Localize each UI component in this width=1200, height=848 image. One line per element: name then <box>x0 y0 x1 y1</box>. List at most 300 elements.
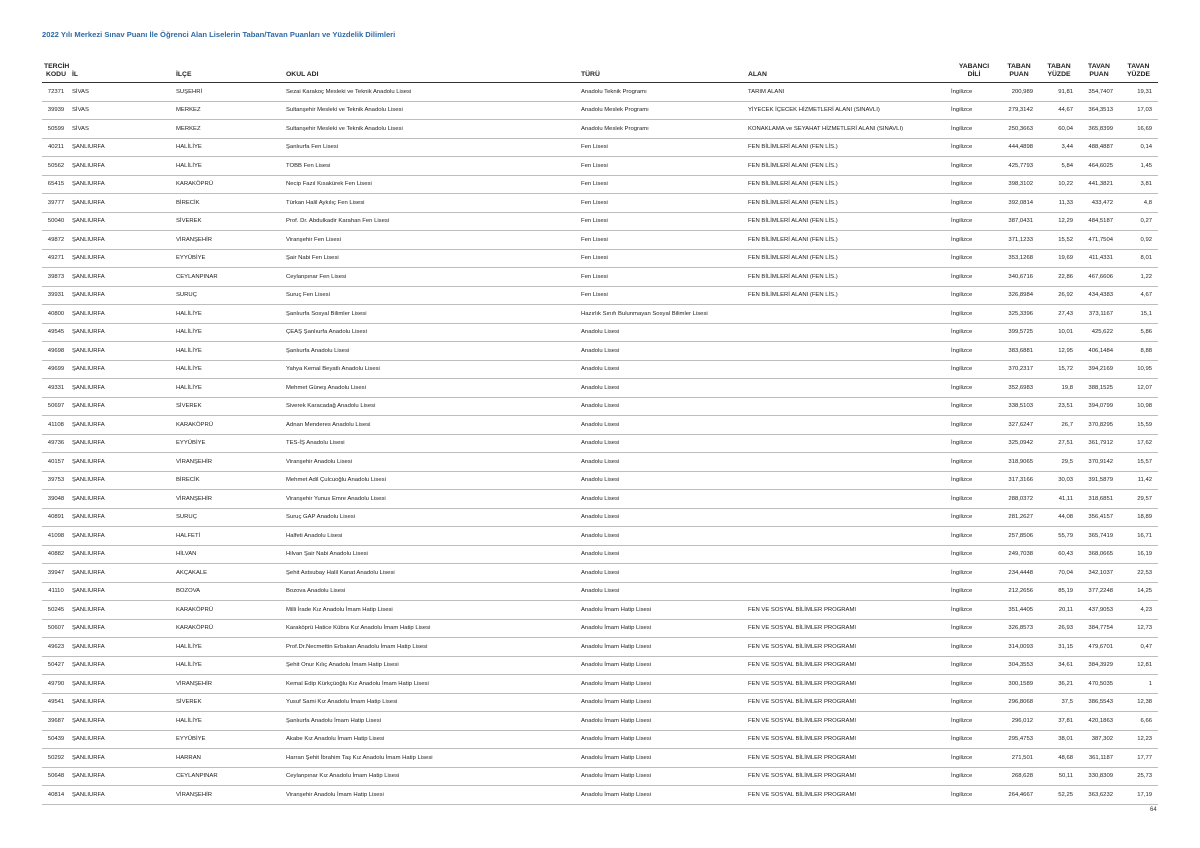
kodu-cell: 39048 <box>42 490 70 509</box>
kodu-cell: 72371 <box>42 83 70 102</box>
yabanci-dili-cell: İngilizce <box>949 786 999 805</box>
tavan-puan-cell: 386,5543 <box>1079 693 1119 712</box>
alan-cell <box>746 397 949 416</box>
taban-yuzde-cell: 19,69 <box>1039 249 1079 268</box>
okul-adi-cell: Siverek Karacadağ Anadolu Lisesi <box>284 397 579 416</box>
alan-cell <box>746 305 949 324</box>
il-cell: ŞANLIURFA <box>70 138 174 157</box>
kodu-cell: 65415 <box>42 175 70 194</box>
ilce-cell: MERKEZ <box>174 120 284 139</box>
table-row <box>42 138 1158 157</box>
okul-adi-cell: Yusuf Sami Kız Anadolu İmam Hatip Lisesi <box>284 693 579 712</box>
table-row <box>42 749 1158 768</box>
tavan-yuzde-cell: 15,59 <box>1119 416 1158 435</box>
il-cell: ŞANLIURFA <box>70 212 174 231</box>
table-row <box>42 601 1158 620</box>
table-row <box>42 619 1158 638</box>
taban-puan-cell: 268,628 <box>999 767 1039 786</box>
table-row <box>42 508 1158 527</box>
taban-yuzde-cell: 27,43 <box>1039 305 1079 324</box>
tavan-yuzde-cell: 1,45 <box>1119 157 1158 176</box>
il-cell: SİVAS <box>70 101 174 120</box>
alan-cell <box>746 527 949 546</box>
okul-adi-cell: Türkan Halil Aykılıç Fen Lisesi <box>284 194 579 213</box>
tavan-yuzde-cell: 12,73 <box>1119 619 1158 638</box>
ilce-cell: BOZOVA <box>174 582 284 601</box>
kodu-cell: 40814 <box>42 786 70 805</box>
alan-cell: FEN VE SOSYAL BİLİMLER PROGRAMI <box>746 638 949 657</box>
alan-cell: FEN VE SOSYAL BİLİMLER PROGRAMI <box>746 619 949 638</box>
col-header-ilce: İLÇE <box>174 56 284 83</box>
tavan-yuzde-cell: 29,57 <box>1119 490 1158 509</box>
tavan-puan-cell: 373,1167 <box>1079 305 1119 324</box>
tavan-yuzde-cell: 6,66 <box>1119 712 1158 731</box>
ilce-cell: HALİLİYE <box>174 656 284 675</box>
tavan-puan-cell: 384,7754 <box>1079 619 1119 638</box>
kodu-cell: 50562 <box>42 157 70 176</box>
il-cell: ŞANLIURFA <box>70 194 174 213</box>
tavan-puan-cell: 354,7407 <box>1079 83 1119 102</box>
tavan-puan-cell: 370,9142 <box>1079 453 1119 472</box>
tavan-puan-cell: 441,3821 <box>1079 175 1119 194</box>
turu-cell: Anadolu Lisesi <box>579 434 746 453</box>
taban-yuzde-cell: 10,01 <box>1039 323 1079 342</box>
il-cell: ŞANLIURFA <box>70 434 174 453</box>
okul-adi-cell: Viranşehir Anadolu Lisesi <box>284 453 579 472</box>
turu-cell: Anadolu Lisesi <box>579 508 746 527</box>
taban-puan-cell: 234,4448 <box>999 564 1039 583</box>
ilce-cell: HALİLİYE <box>174 323 284 342</box>
tavan-yuzde-cell: 0,92 <box>1119 231 1158 250</box>
alan-cell <box>746 582 949 601</box>
okul-adi-cell: Necip Fazıl Kısakürek Fen Lisesi <box>284 175 579 194</box>
ilce-cell: EYYÜBİYE <box>174 434 284 453</box>
table-row <box>42 656 1158 675</box>
kodu-cell: 49623 <box>42 638 70 657</box>
taban-yuzde-cell: 31,15 <box>1039 638 1079 657</box>
kodu-cell: 40891 <box>42 508 70 527</box>
ilce-cell: SİVEREK <box>174 212 284 231</box>
tavan-yuzde-cell: 15,57 <box>1119 453 1158 472</box>
taban-puan-cell: 304,3553 <box>999 656 1039 675</box>
il-cell: ŞANLIURFA <box>70 619 174 638</box>
il-cell: ŞANLIURFA <box>70 397 174 416</box>
turu-cell: Anadolu Lisesi <box>579 323 746 342</box>
taban-puan-cell: 288,0372 <box>999 490 1039 509</box>
alan-cell: KONAKLAMA ve SEYAHAT HİZMETLERİ ALANI (SINAVLI) <box>746 120 949 139</box>
alan-cell: FEN BİLİMLERİ ALANI (FEN LİS.) <box>746 231 949 250</box>
taban-yuzde-cell: 11,33 <box>1039 194 1079 213</box>
okul-adi-cell: Prof.Dr.Necmettin Erbakan Anadolu İmam Hatip Lisesi <box>284 638 579 657</box>
taban-yuzde-cell: 29,5 <box>1039 453 1079 472</box>
turu-cell: Anadolu Lisesi <box>579 471 746 490</box>
tavan-yuzde-cell: 15,1 <box>1119 305 1158 324</box>
ilce-cell: VİRANŞEHİR <box>174 231 284 250</box>
okul-adi-cell: Şehit Onur Kılıç Anadolu İmam Hatip Lisesi <box>284 656 579 675</box>
taban-puan-cell: 279,3142 <box>999 101 1039 120</box>
yabanci-dili-cell: İngilizce <box>949 416 999 435</box>
il-cell: ŞANLIURFA <box>70 360 174 379</box>
tavan-yuzde-cell: 16,71 <box>1119 527 1158 546</box>
tavan-puan-cell: 464,6025 <box>1079 157 1119 176</box>
il-cell: ŞANLIURFA <box>70 416 174 435</box>
yabanci-dili-cell: İngilizce <box>949 767 999 786</box>
tavan-yuzde-cell: 25,73 <box>1119 767 1158 786</box>
ilce-cell: EYYÜBİYE <box>174 730 284 749</box>
kodu-cell: 50697 <box>42 397 70 416</box>
yabanci-dili-cell: İngilizce <box>949 286 999 305</box>
turu-cell: Anadolu İmam Hatip Lisesi <box>579 693 746 712</box>
il-cell: ŞANLIURFA <box>70 286 174 305</box>
tavan-puan-cell: 471,7504 <box>1079 231 1119 250</box>
ilce-cell: SİVEREK <box>174 693 284 712</box>
yabanci-dili-cell: İngilizce <box>949 342 999 361</box>
taban-yuzde-cell: 3,44 <box>1039 138 1079 157</box>
okul-adi-cell: Mehmet Adil Çulcuoğlu Anadolu Lisesi <box>284 471 579 490</box>
okul-adi-cell: Suruç GAP Anadolu Lisesi <box>284 508 579 527</box>
ilce-cell: HALİLİYE <box>174 638 284 657</box>
il-cell: ŞANLIURFA <box>70 379 174 398</box>
ilce-cell: CEYLANPINAR <box>174 268 284 287</box>
okul-adi-cell: Viranşehir Yunus Emre Anadolu Lisesi <box>284 490 579 509</box>
ilce-cell: SUŞEHRİ <box>174 83 284 102</box>
okul-adi-cell: Şanlıurfa Anadolu Lisesi <box>284 342 579 361</box>
yabanci-dili-cell: İngilizce <box>949 305 999 324</box>
tavan-puan-cell: 330,8309 <box>1079 767 1119 786</box>
tavan-yuzde-cell: 12,38 <box>1119 693 1158 712</box>
taban-yuzde-cell: 34,61 <box>1039 656 1079 675</box>
tavan-puan-cell: 406,1484 <box>1079 342 1119 361</box>
taban-puan-cell: 371,1233 <box>999 231 1039 250</box>
il-cell: ŞANLIURFA <box>70 175 174 194</box>
okul-adi-cell: Hilvan Şair Nabi Anadolu Lisesi <box>284 545 579 564</box>
il-cell: SİVAS <box>70 83 174 102</box>
kodu-cell: 50607 <box>42 619 70 638</box>
taban-puan-cell: 352,6983 <box>999 379 1039 398</box>
kodu-cell: 50599 <box>42 120 70 139</box>
yabanci-dili-cell: İngilizce <box>949 564 999 583</box>
table-row <box>42 582 1158 601</box>
okul-adi-cell: ÇEAŞ Şanlıurfa Anadolu Lisesi <box>284 323 579 342</box>
turu-cell: Fen Lisesi <box>579 175 746 194</box>
il-cell: ŞANLIURFA <box>70 712 174 731</box>
taban-yuzde-cell: 37,5 <box>1039 693 1079 712</box>
kodu-cell: 49545 <box>42 323 70 342</box>
ilce-cell: HALİLİYE <box>174 360 284 379</box>
taban-yuzde-cell: 60,43 <box>1039 545 1079 564</box>
turu-cell: Anadolu İmam Hatip Lisesi <box>579 767 746 786</box>
kodu-cell: 40800 <box>42 305 70 324</box>
table-row <box>42 157 1158 176</box>
ilce-cell: HALİLİYE <box>174 305 284 324</box>
taban-puan-cell: 314,0093 <box>999 638 1039 657</box>
turu-cell: Hazırlık Sınıfı Bulunmayan Sosyal Bilimler Lisesi <box>579 305 746 324</box>
il-cell: ŞANLIURFA <box>70 786 174 805</box>
tavan-yuzde-cell: 17,62 <box>1119 434 1158 453</box>
okul-adi-cell: Adnan Menderes Anadolu Lisesi <box>284 416 579 435</box>
yabanci-dili-cell: İngilizce <box>949 730 999 749</box>
yabanci-dili-cell: İngilizce <box>949 175 999 194</box>
taban-yuzde-cell: 15,52 <box>1039 231 1079 250</box>
il-cell: ŞANLIURFA <box>70 749 174 768</box>
il-cell: ŞANLIURFA <box>70 638 174 657</box>
okul-adi-cell: Şanlıurfa Fen Lisesi <box>284 138 579 157</box>
yabanci-dili-cell: İngilizce <box>949 434 999 453</box>
taban-yuzde-cell: 91,81 <box>1039 83 1079 102</box>
tavan-yuzde-cell: 14,25 <box>1119 582 1158 601</box>
taban-yuzde-cell: 22,86 <box>1039 268 1079 287</box>
table-row <box>42 638 1158 657</box>
il-cell: ŞANLIURFA <box>70 508 174 527</box>
alan-cell: FEN VE SOSYAL BİLİMLER PROGRAMI <box>746 749 949 768</box>
table-row <box>42 360 1158 379</box>
taban-puan-cell: 325,3396 <box>999 305 1039 324</box>
tavan-yuzde-cell: 4,23 <box>1119 601 1158 620</box>
il-cell: ŞANLIURFA <box>70 656 174 675</box>
kodu-cell: 49698 <box>42 342 70 361</box>
alan-cell <box>746 323 949 342</box>
ilce-cell: SURUÇ <box>174 286 284 305</box>
alan-cell: FEN BİLİMLERİ ALANI (FEN LİS.) <box>746 157 949 176</box>
alan-cell: FEN BİLİMLERİ ALANI (FEN LİS.) <box>746 212 949 231</box>
turu-cell: Fen Lisesi <box>579 194 746 213</box>
okul-adi-cell: Suruç Fen Lisesi <box>284 286 579 305</box>
tavan-puan-cell: 318,6851 <box>1079 490 1119 509</box>
ilce-cell: SURUÇ <box>174 508 284 527</box>
taban-yuzde-cell: 26,93 <box>1039 619 1079 638</box>
il-cell: ŞANLIURFA <box>70 471 174 490</box>
table-row <box>42 545 1158 564</box>
ilce-cell: MERKEZ <box>174 101 284 120</box>
ilce-cell: HALİLİYE <box>174 379 284 398</box>
tavan-puan-cell: 479,6701 <box>1079 638 1119 657</box>
okul-adi-cell: Sultanşehir Mesleki ve Teknik Anadolu Lisesi <box>284 101 579 120</box>
turu-cell: Anadolu Meslek Programı <box>579 101 746 120</box>
okul-adi-cell: Halfeti Anadolu Lisesi <box>284 527 579 546</box>
il-cell: ŞANLIURFA <box>70 249 174 268</box>
kodu-cell: 41110 <box>42 582 70 601</box>
tavan-yuzde-cell: 10,95 <box>1119 360 1158 379</box>
table-row <box>42 83 1158 102</box>
taban-yuzde-cell: 12,95 <box>1039 342 1079 361</box>
kodu-cell: 41098 <box>42 527 70 546</box>
tavan-yuzde-cell: 4,8 <box>1119 194 1158 213</box>
turu-cell: Anadolu İmam Hatip Lisesi <box>579 619 746 638</box>
taban-yuzde-cell: 48,68 <box>1039 749 1079 768</box>
table-row <box>42 490 1158 509</box>
table-row <box>42 323 1158 342</box>
il-cell: ŞANLIURFA <box>70 342 174 361</box>
taban-yuzde-cell: 44,67 <box>1039 101 1079 120</box>
ilce-cell: VİRANŞEHİR <box>174 675 284 694</box>
turu-cell: Anadolu İmam Hatip Lisesi <box>579 786 746 805</box>
turu-cell: Anadolu Lisesi <box>579 582 746 601</box>
ilce-cell: VİRANŞEHİR <box>174 453 284 472</box>
ilce-cell: HİLVAN <box>174 545 284 564</box>
taban-yuzde-cell: 36,21 <box>1039 675 1079 694</box>
ilce-cell: EYYÜBİYE <box>174 249 284 268</box>
yabanci-dili-cell: İngilizce <box>949 360 999 379</box>
alan-cell <box>746 490 949 509</box>
yabanci-dili-cell: İngilizce <box>949 712 999 731</box>
alan-cell <box>746 453 949 472</box>
ilce-cell: KARAKÖPRÜ <box>174 619 284 638</box>
okul-adi-cell: Sezai Karakoç Mesleki ve Teknik Anadolu Lisesi <box>284 83 579 102</box>
il-cell: ŞANLIURFA <box>70 305 174 324</box>
ilce-cell: AKÇAKALE <box>174 564 284 583</box>
yabanci-dili-cell: İngilizce <box>949 231 999 250</box>
tavan-puan-cell: 425,622 <box>1079 323 1119 342</box>
tavan-yuzde-cell: 17,03 <box>1119 101 1158 120</box>
taban-yuzde-cell: 12,29 <box>1039 212 1079 231</box>
yabanci-dili-cell: İngilizce <box>949 582 999 601</box>
tavan-puan-cell: 388,1525 <box>1079 379 1119 398</box>
ilce-cell: KARAKÖPRÜ <box>174 175 284 194</box>
taban-puan-cell: 383,6881 <box>999 342 1039 361</box>
tavan-puan-cell: 363,6232 <box>1079 786 1119 805</box>
okul-adi-cell: Viranşehir Anadolu İmam Hatip Lisesi <box>284 786 579 805</box>
okul-adi-cell: TOBB Fen Lisesi <box>284 157 579 176</box>
okul-adi-cell: Prof. Dr. Abdulkadir Karahan Fen Lisesi <box>284 212 579 231</box>
alan-cell <box>746 379 949 398</box>
table-row <box>42 453 1158 472</box>
taban-puan-cell: 444,4898 <box>999 138 1039 157</box>
tavan-puan-cell: 377,2248 <box>1079 582 1119 601</box>
turu-cell: Fen Lisesi <box>579 157 746 176</box>
ilce-cell: HALİLİYE <box>174 157 284 176</box>
turu-cell: Anadolu Lisesi <box>579 416 746 435</box>
tavan-puan-cell: 394,2169 <box>1079 360 1119 379</box>
ilce-cell: HALİLİYE <box>174 342 284 361</box>
yabanci-dili-cell: İngilizce <box>949 379 999 398</box>
alan-cell: FEN BİLİMLERİ ALANI (FEN LİS.) <box>746 194 949 213</box>
tavan-puan-cell: 361,7912 <box>1079 434 1119 453</box>
tavan-puan-cell: 394,0799 <box>1079 397 1119 416</box>
ilce-cell: CEYLANPINAR <box>174 767 284 786</box>
tavan-puan-cell: 384,3929 <box>1079 656 1119 675</box>
kodu-cell: 50040 <box>42 212 70 231</box>
table-row <box>42 249 1158 268</box>
turu-cell: Fen Lisesi <box>579 138 746 157</box>
taban-puan-cell: 327,6247 <box>999 416 1039 435</box>
taban-yuzde-cell: 44,08 <box>1039 508 1079 527</box>
yabanci-dili-cell: İngilizce <box>949 101 999 120</box>
alan-cell <box>746 545 949 564</box>
taban-yuzde-cell: 23,51 <box>1039 397 1079 416</box>
tavan-puan-cell: 364,3513 <box>1079 101 1119 120</box>
table-row <box>42 730 1158 749</box>
tavan-puan-cell: 470,5035 <box>1079 675 1119 694</box>
taban-yuzde-cell: 5,84 <box>1039 157 1079 176</box>
okul-adi-cell: Ceylanpınar Kız Anadolu İmam Hatip Lisesi <box>284 767 579 786</box>
taban-puan-cell: 264,4667 <box>999 786 1039 805</box>
taban-yuzde-cell: 37,81 <box>1039 712 1079 731</box>
turu-cell: Anadolu İmam Hatip Lisesi <box>579 749 746 768</box>
taban-yuzde-cell: 15,72 <box>1039 360 1079 379</box>
taban-puan-cell: 325,0942 <box>999 434 1039 453</box>
table-row <box>42 101 1158 120</box>
yabanci-dili-cell: İngilizce <box>949 601 999 620</box>
table-row <box>42 434 1158 453</box>
tavan-yuzde-cell: 8,88 <box>1119 342 1158 361</box>
taban-puan-cell: 387,0431 <box>999 212 1039 231</box>
yabanci-dili-cell: İngilizce <box>949 120 999 139</box>
ilce-cell: HALİLİYE <box>174 138 284 157</box>
yabanci-dili-cell: İngilizce <box>949 656 999 675</box>
il-cell: ŞANLIURFA <box>70 490 174 509</box>
turu-cell: Anadolu Lisesi <box>579 360 746 379</box>
kodu-cell: 49699 <box>42 360 70 379</box>
il-cell: ŞANLIURFA <box>70 767 174 786</box>
taban-yuzde-cell: 30,03 <box>1039 471 1079 490</box>
kodu-cell: 39873 <box>42 268 70 287</box>
table-row <box>42 194 1158 213</box>
turu-cell: Anadolu İmam Hatip Lisesi <box>579 675 746 694</box>
taban-puan-cell: 398,3102 <box>999 175 1039 194</box>
tavan-puan-cell: 365,7419 <box>1079 527 1119 546</box>
il-cell: ŞANLIURFA <box>70 157 174 176</box>
yabanci-dili-cell: İngilizce <box>949 471 999 490</box>
table-row <box>42 342 1158 361</box>
okul-adi-cell: Yahya Kemal Beyatlı Anadolu Lisesi <box>284 360 579 379</box>
tavan-puan-cell: 420,1863 <box>1079 712 1119 731</box>
tavan-yuzde-cell: 22,53 <box>1119 564 1158 583</box>
alan-cell <box>746 471 949 490</box>
taban-puan-cell: 353,1268 <box>999 249 1039 268</box>
turu-cell: Anadolu Lisesi <box>579 379 746 398</box>
alan-cell <box>746 416 949 435</box>
taban-puan-cell: 295,4753 <box>999 730 1039 749</box>
tavan-puan-cell: 387,302 <box>1079 730 1119 749</box>
tavan-yuzde-cell: 1 <box>1119 675 1158 694</box>
taban-yuzde-cell: 85,19 <box>1039 582 1079 601</box>
alan-cell: FEN BİLİMLERİ ALANI (FEN LİS.) <box>746 175 949 194</box>
kodu-cell: 39753 <box>42 471 70 490</box>
taban-puan-cell: 200,989 <box>999 83 1039 102</box>
taban-puan-cell: 370,2317 <box>999 360 1039 379</box>
page-title: 2022 Yılı Merkezi Sınav Puanı İle Öğrenci Alan Liselerin Taban/Tavan Puanları ve Yüzdelik Dilimleri <box>42 30 396 39</box>
yabanci-dili-cell: İngilizce <box>949 249 999 268</box>
alan-cell: FEN VE SOSYAL BİLİMLER PROGRAMI <box>746 712 949 731</box>
taban-puan-cell: 425,7793 <box>999 157 1039 176</box>
tavan-puan-cell: 342,1037 <box>1079 564 1119 583</box>
taban-puan-cell: 317,3166 <box>999 471 1039 490</box>
turu-cell: Fen Lisesi <box>579 212 746 231</box>
turu-cell: Anadolu Lisesi <box>579 397 746 416</box>
okul-adi-cell: Harran Şehit İbrahim Taş Kız Anadolu İmam Hatip Lisesi <box>284 749 579 768</box>
table-row <box>42 175 1158 194</box>
turu-cell: Fen Lisesi <box>579 231 746 250</box>
okul-adi-cell: Viranşehir Fen Lisesi <box>284 231 579 250</box>
okul-adi-cell: Kemal Edip Kürkçüoğlu Kız Anadolu İmam Hatip Lisesi <box>284 675 579 694</box>
alan-cell: TARIM ALANI <box>746 83 949 102</box>
turu-cell: Anadolu Teknik Programı <box>579 83 746 102</box>
yabanci-dili-cell: İngilizce <box>949 157 999 176</box>
col-header-okul-adi: OKUL ADI <box>284 56 579 83</box>
tavan-yuzde-cell: 3,81 <box>1119 175 1158 194</box>
yabanci-dili-cell: İngilizce <box>949 508 999 527</box>
kodu-cell: 49331 <box>42 379 70 398</box>
kodu-cell: 49736 <box>42 434 70 453</box>
table-row <box>42 231 1158 250</box>
alan-cell <box>746 342 949 361</box>
taban-yuzde-cell: 38,01 <box>1039 730 1079 749</box>
ilce-cell: BİRECİK <box>174 471 284 490</box>
table-row <box>42 712 1158 731</box>
okul-adi-cell: Ceylanpınar Fen Lisesi <box>284 268 579 287</box>
tavan-yuzde-cell: 17,77 <box>1119 749 1158 768</box>
col-header-il: İL <box>70 56 174 83</box>
